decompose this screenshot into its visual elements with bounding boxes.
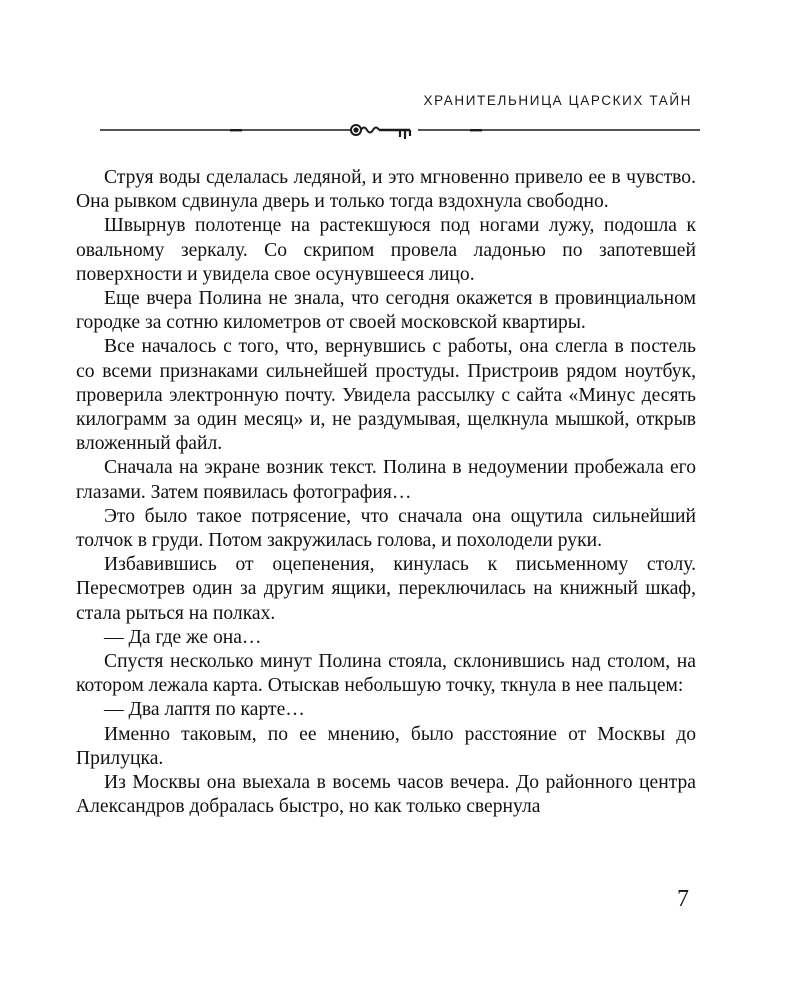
paragraph: Струя воды сделалась ледяной, и это мгновенно привело ее в чувство. Она рывком сдвинула дверь и только тогда вздохнула свободно. [76,167,696,213]
key-icon [351,125,410,139]
dialogue-line: — Два лаптя по карте… [104,699,305,721]
dialogue-line: — Да где же она… [104,626,262,648]
paragraph: Это было такое потрясение, что сначала она ощутила сильнейший толчок в груди. Потом закружилась голова, и похолодели руки. [76,505,696,552]
paragraph: Именно таковым, по ее мнению, было расстояние от Москвы до Прилуцка. [76,723,696,769]
body-text [76,166,696,819]
paragraph: Все началось с того, что, вернувшись с работы, она слегла в постель со всеми признаками сильнейшей простуды. Пристроив рядом ноутбук, проверила электронную почту. Увидела рассылку с сайта «Минус десять килограмм за один месяц» и, не раздумывая, щелкнула мышкой, открыв вложенный файл. [76,336,696,455]
running-head: ХРАНИТЕЛЬНИЦА ЦАРСКИХ ТАЙН [423,93,692,108]
paragraph: Еще вчера Полина не знала, что сегодня окажется в провинциальном городке за сотню километров от своей московской квартиры. [76,288,696,334]
page-number: 7 [677,886,689,912]
paragraph: Из Москвы она выехала в восемь часов вечера. До районного центра Александров добралась быстро, но как только свернула [76,772,696,818]
paragraph: Швырнув полотенце на растекшуюся под ногами лужу, подошла к овальному зеркалу. Со скрипом провела ладонью по запотевшей поверхности и увидела свое осунувшееся лицо. [76,215,696,285]
paragraph: Спустя несколько минут Полина стояла, склонившись над столом, на котором лежала карта. Отыскав небольшую точку, ткнула в нее пальцем: [76,651,696,697]
header-ornament [100,118,700,144]
paragraph: Избавившись от оцепенения, кинулась к письменному столу. Пересмотрев один за другим ящики, переключилась на книжный шкаф, стала рыться на полках. [76,554,696,624]
paragraph: Сначала на экране возник текст. Полина в недоумении пробежала его глазами. Затем появилась фотография… [76,457,696,503]
